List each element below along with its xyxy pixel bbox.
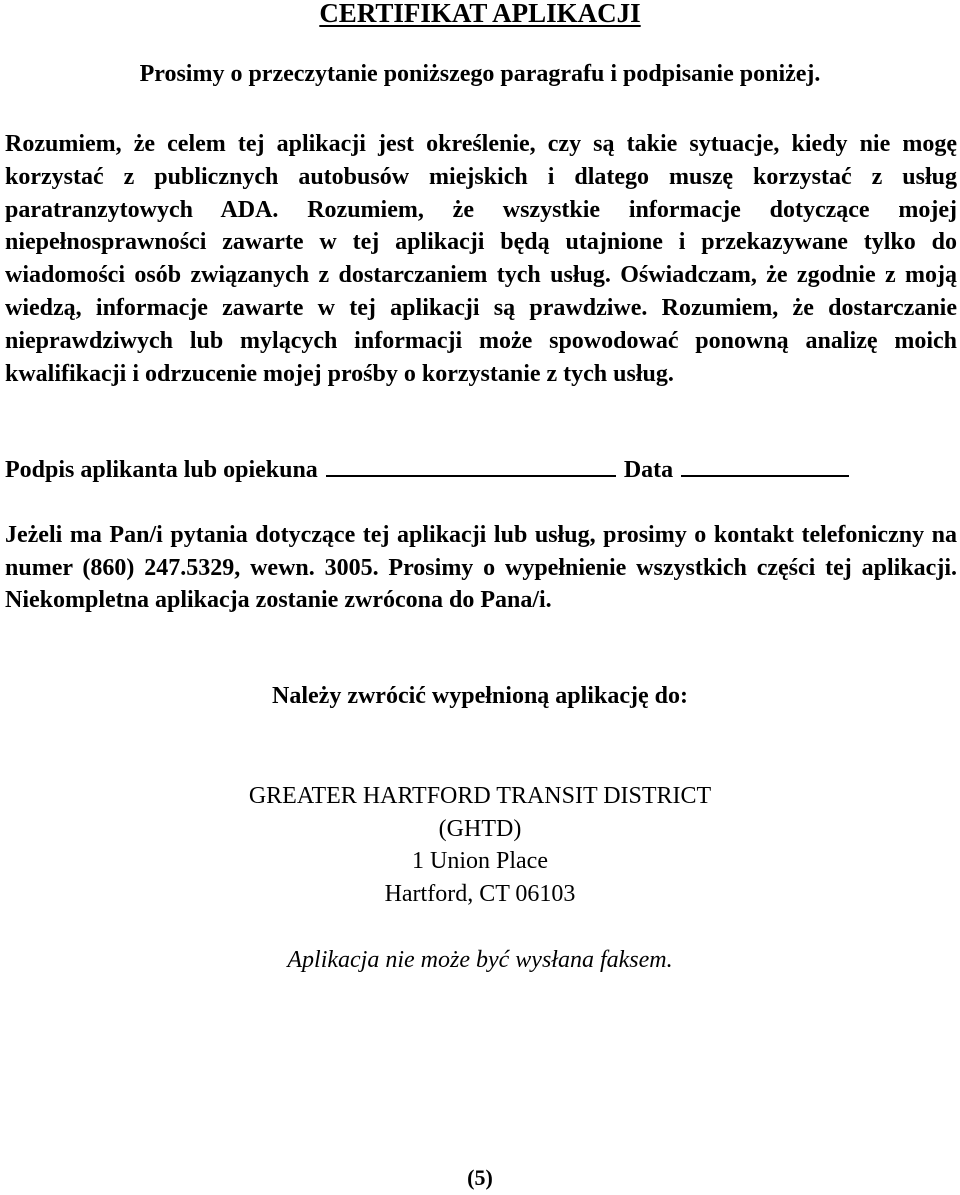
contact-paragraph: Jeżeli ma Pan/i pytania dotyczące tej aplikacji lub usług, prosimy o kontakt telefoniczny na numer (860) 247.5329, wewn. 3005. Prosimy o wypełnienie wszystkich części tej aplikacji. Niekompletna aplikacja zostanie zwrócona do Pana/i. xyxy=(5,522,957,613)
fax-note: Aplikacja nie może być wysłana faksem. xyxy=(287,947,673,973)
mailing-address xyxy=(0,780,960,910)
signature-field[interactable] xyxy=(326,457,616,477)
address-street: 1 Union Place xyxy=(412,848,548,874)
return-heading: Należy zwrócić wypełnioną aplikację do: xyxy=(272,683,688,709)
signature-row xyxy=(5,454,957,486)
address-abbreviation: (GHTD) xyxy=(438,815,522,842)
signature-label: Podpis aplikanta lub opiekuna xyxy=(5,457,318,483)
date-label: Data xyxy=(623,457,674,483)
certification-statement: Rozumiem, że celem tej aplikacji jest określenie, czy są takie sytuacje, kiedy nie mogę korzystać z publicznych autobusów miejskich i dlatego muszę korzystać z usług paratranzytowych ADA. Rozumiem, że wszystkie informacje dotyczące mojej niepełnosprawności zawarte w tej aplikacji będą utajnione i przekazywane tylko do wiadomości osób związanych z dostarczaniem tych usług. Oświadczam, że zgodnie z moją wiedzą, informacje zawarte w tej aplikacji są prawdziwe. Rozumiem, że dostarczanie nieprawdziwych lub mylących informacji może spowodować ponowną analizę moich kwalifikacji i odrzucenie mojej prośby o korzystanie z tych usług. xyxy=(5,131,957,387)
date-field[interactable] xyxy=(681,457,849,477)
address-organization: GREATER HARTFORD TRANSIT DISTRICT xyxy=(248,783,712,809)
instruction-text: Prosimy o przeczytanie poniższego paragrafu i podpisanie poniżej. xyxy=(139,61,821,87)
page-number: (5) xyxy=(467,1165,493,1190)
document-title: CERTIFIKAT APLIKACJI xyxy=(319,0,641,28)
address-city: Hartford, CT 06103 xyxy=(384,880,576,907)
